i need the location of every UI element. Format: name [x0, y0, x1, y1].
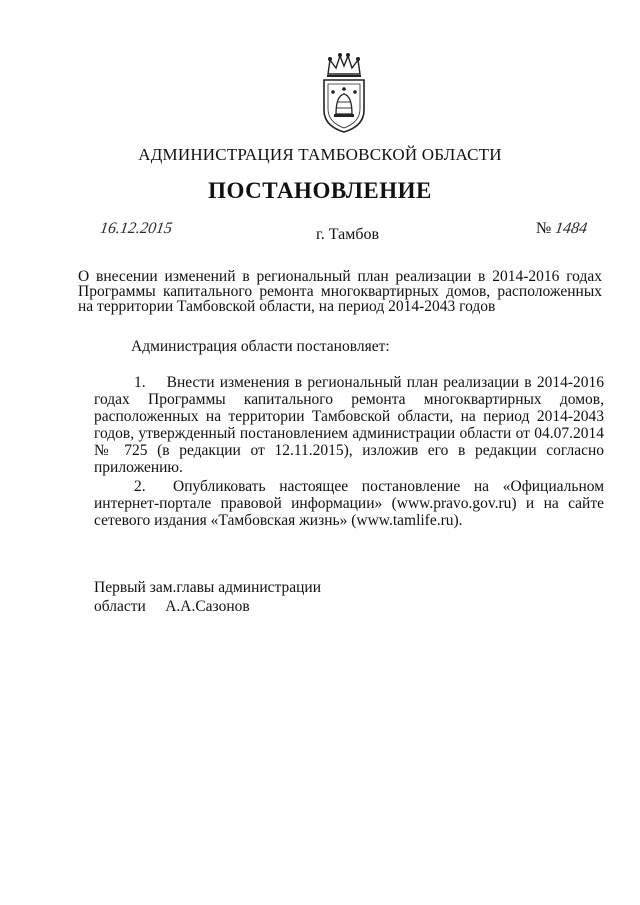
clause-number: 2. [134, 478, 146, 495]
document-city: г. Тамбов [316, 226, 380, 243]
signature-block [94, 578, 321, 616]
document-type-heading: ПОСТАНОВЛЕНИЕ [208, 178, 432, 203]
signer-position-line2: области [94, 598, 146, 615]
clause-1 [94, 374, 604, 476]
coat-of-arms-icon [316, 52, 372, 134]
document-title: О внесении изменений в региональный план реализации в 2014-2016 годах Программы капитального ремонта многоквартирных домов, расположенных на территории Тамбовской области, на период 2014-2043 годов [78, 268, 602, 315]
signer-position-line2-row [94, 597, 321, 616]
clause-text: Внести изменения в региональный план реализации в 2014-2016 годах Программы капитального ремонта многоквартирных домов, расположенных на территории Тамбовской области, на период 2014-2043 годов, утвержденный постановлением администрации области от 04.07.2014 № 725 (в редакции от 12.11.2015), изложив его в редакции согласно приложению. [94, 374, 604, 476]
signer-position-line1: Первый зам.главы администрации [94, 579, 322, 596]
clause-text: Опубликовать настоящее постановление на «Официальном интернет-портале правовой информации» (www.pravo.gov.ru) и на сайте сетевого издания «Тамбовская жизнь» (www.tamlife.ru). [94, 478, 605, 529]
preamble: Администрация области постановляет: [131, 338, 390, 355]
signer-name: А.А.Сазонов [165, 598, 250, 615]
clause-2 [94, 478, 604, 529]
clause-number: 1. [134, 374, 146, 391]
document-number [536, 220, 587, 238]
organization-name: АДМИНИСТРАЦИЯ ТАМБОВСКОЙ ОБЛАСТИ [138, 145, 502, 164]
number-value: 1484 [554, 220, 589, 237]
document-date: 16.12.2015 [98, 220, 174, 237]
number-sign: № [536, 220, 552, 237]
